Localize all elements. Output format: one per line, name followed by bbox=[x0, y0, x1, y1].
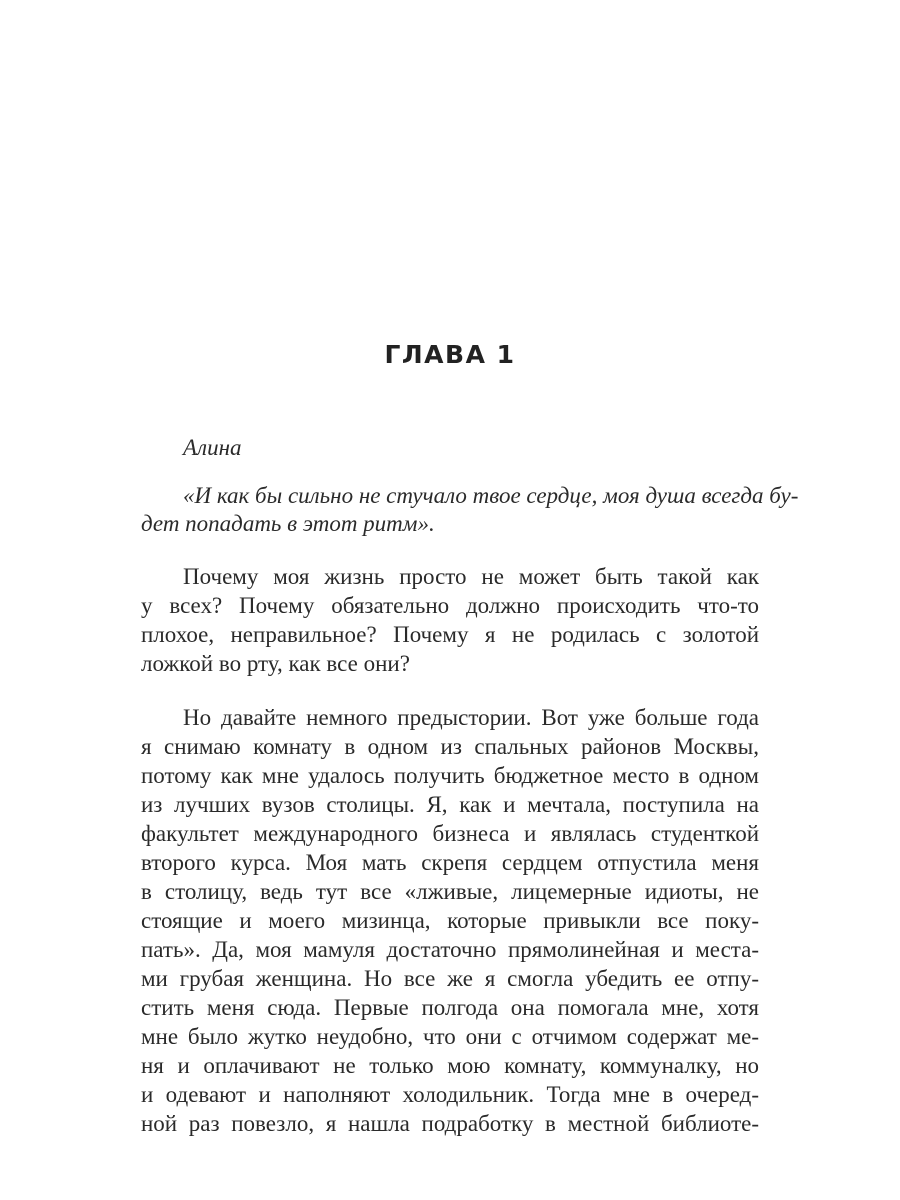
chapter-title: ГЛАВА 1 bbox=[384, 340, 516, 369]
text-line: пать». Да, моя мамуля достаточно прямолинейная и места- bbox=[141, 937, 759, 962]
text-line: Почему моя жизнь просто не может быть такой как bbox=[183, 564, 759, 589]
text-line: ложкой во рту, как все они? bbox=[141, 651, 410, 676]
text-line: стоящие и моего мизинца, которые привыкли все поку- bbox=[141, 908, 759, 933]
text-line: из лучших вузов столицы. Я, как и мечтала, поступила на bbox=[141, 792, 759, 817]
text-line: Но давайте немного предыстории. Вот уже больше года bbox=[183, 705, 759, 730]
text-line: плохое, неправильное? Почему я не родилась с золотой bbox=[141, 622, 759, 647]
text-line: ми грубая женщина. Но все же я смогла убедить ее отпу- bbox=[141, 966, 759, 991]
text-line: ня и оплачивают не только мою комнату, коммуналку, но bbox=[141, 1053, 759, 1078]
text-line: потому как мне удалось получить бюджетное место в одном bbox=[141, 763, 759, 788]
text-line: в столицу, ведь тут все «лживые, лицемерные идиоты, не bbox=[141, 879, 759, 904]
text-line: мне было жутко неудобно, что они с отчимом содержат ме- bbox=[141, 1024, 759, 1049]
text-line: я снимаю комнату в одном из спальных районов Москвы, bbox=[141, 734, 759, 759]
text-line: стить меня сюда. Первые полгода она помогала мне, хотя bbox=[141, 995, 759, 1020]
text-line: факультет международного бизнеса и являлась студенткой bbox=[141, 821, 759, 846]
epigraph-line: «И как бы сильно не стучало твое сердце, моя душа всегда бу- bbox=[183, 483, 799, 508]
narrator-name: Алина bbox=[183, 435, 242, 460]
text-line: второго курса. Моя мать скрепя сердцем отпустила меня bbox=[141, 850, 759, 875]
text-line: ной раз повезло, я нашла подработку в местной библиоте- bbox=[141, 1111, 759, 1136]
text-line: у всех? Почему обязательно должно происходить что-то bbox=[141, 593, 759, 618]
epigraph-line: дет попадать в этот ритм». bbox=[141, 511, 435, 536]
text-line: и одевают и наполняют холодильник. Тогда мне в очеред- bbox=[141, 1082, 759, 1107]
